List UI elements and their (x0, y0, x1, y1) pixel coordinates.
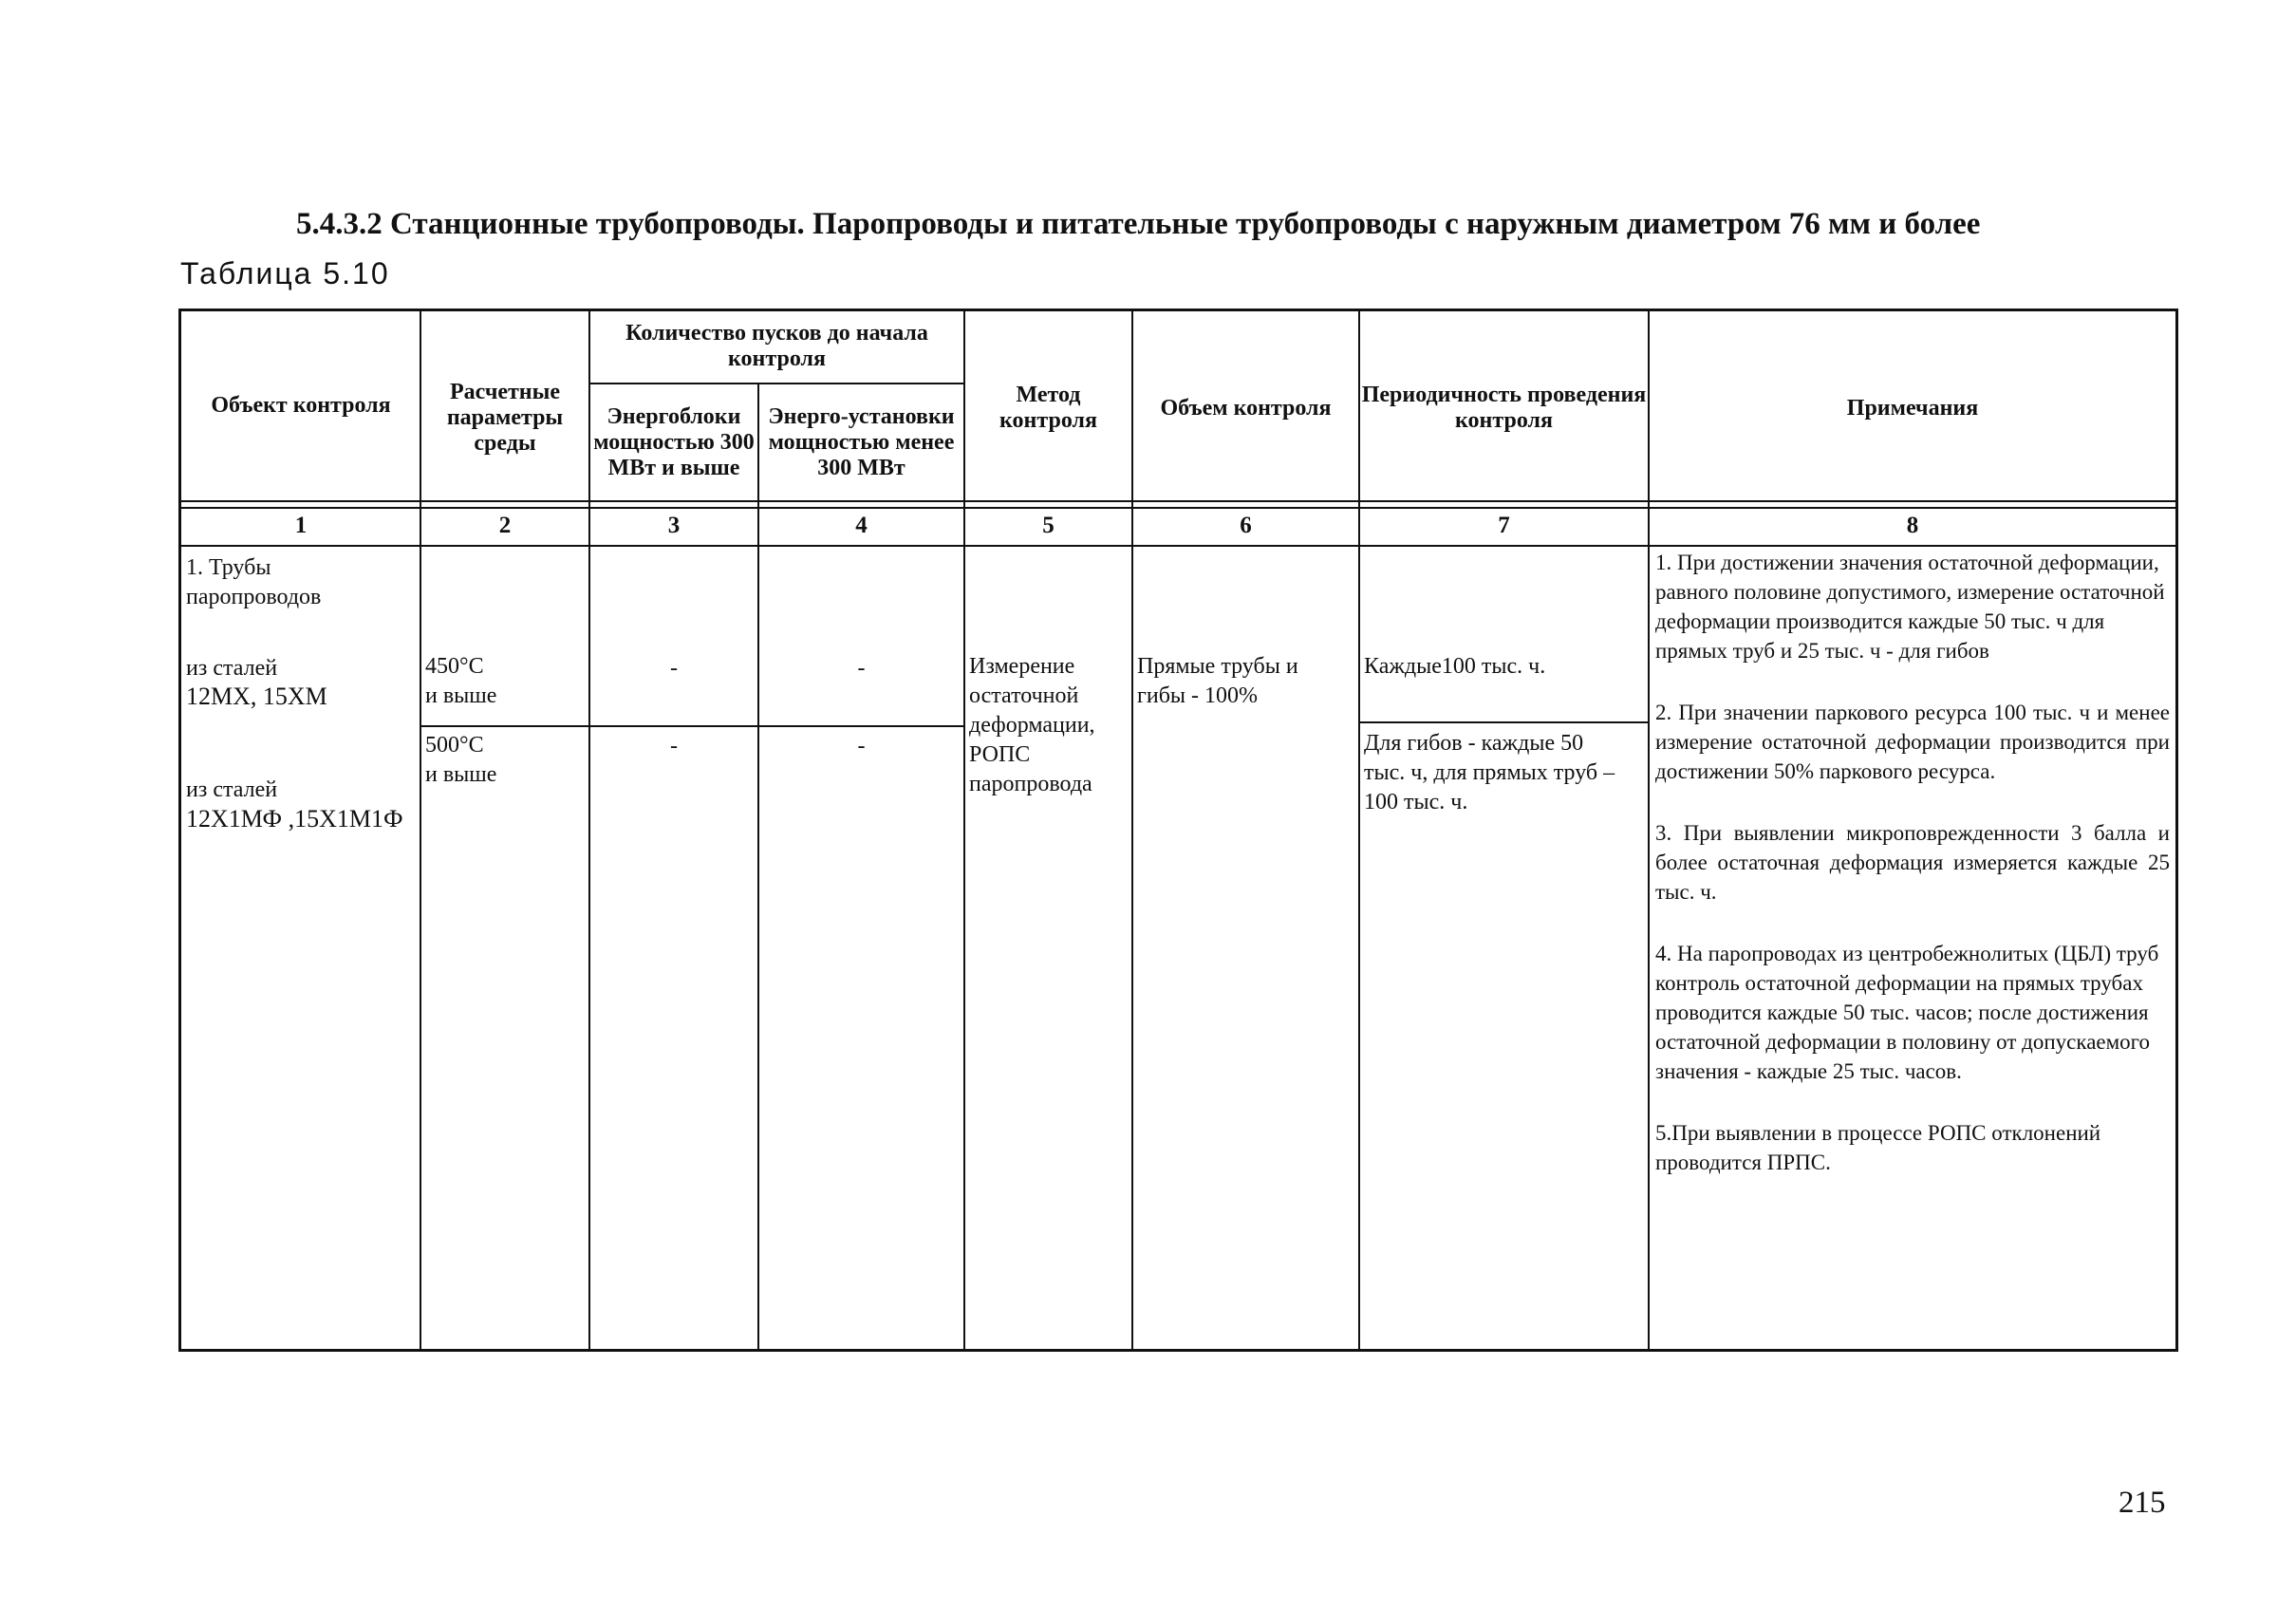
column-number-3: 3 (667, 513, 681, 538)
table-border-top (178, 309, 2178, 311)
row1-params-temp: 450°С (425, 654, 484, 679)
steel-a-label: из сталей (186, 656, 278, 681)
control-method: Измерение остаточной деформации, РОПС паропровода (969, 654, 1095, 796)
table-border-bottom (178, 1349, 2178, 1352)
note-1: 1. При достижении значения остаточной деформации, равного половине допустимого, измерение остаточной деформации производится каждые 50 тыс. ч для прямых труб и 25 тыс. ч - для гибов (1655, 551, 2165, 663)
row2-starts-below-300: - (857, 734, 866, 758)
header-notes: Примечания (1846, 395, 1979, 421)
column-number-7: 7 (1498, 513, 1510, 538)
note-2: 2. При значении паркового ресурса 100 тыс. ч и менее измерение остаточной деформации производится при достижении 50% паркового ресурса. (1655, 701, 2170, 783)
table-border-left (178, 309, 181, 1352)
notes-list (1652, 546, 2174, 1211)
column-number-4: 4 (855, 513, 868, 538)
note-4: 4. На паропроводах из центробежнолитых (ЦБЛ) труб контроль остаточной деформации на прямых трубах проводится каждые 50 тыс. часов; после достижения остаточной деформации в половину от допускаемого значения - каждые 25 тыс. часов. (1655, 942, 2159, 1083)
section-heading: 5.4.3.2 Станционные трубопроводы. Паропроводы и питательные трубопроводы с наружным диаметром 76 мм и более (296, 207, 1981, 241)
column-number-8: 8 (1906, 513, 1919, 538)
header-starts-300-plus: Энергоблоки мощностью 300 МВт и выше (593, 403, 755, 480)
header-bottom-line (178, 500, 2178, 502)
header-object: Объект контроля (211, 392, 391, 418)
header-periodicity: Периодичность проведения контроля (1361, 383, 1647, 433)
column-number-1: 1 (294, 513, 308, 538)
control-volume: Прямые трубы и гибы - 100% (1137, 654, 1298, 708)
header-starts-group: Количество пусков до начала контроля (625, 321, 928, 371)
number-row-top-line (178, 507, 2178, 509)
column-number-5: 5 (1042, 513, 1055, 538)
col-line-4 (963, 309, 965, 1352)
header-params: Расчетные параметры среды (446, 379, 564, 456)
row1-starts-below-300: - (857, 656, 866, 681)
note-5: 5.При выявлении в процессе РОПС отклонений проводится ПРПС. (1655, 1121, 2101, 1174)
row2-params-note: и выше (425, 762, 497, 787)
row2-periodicity: Для гибов - каждые 50 тыс. ч, для прямых труб – 100 тыс. ч. (1364, 731, 1615, 814)
column-number-2: 2 (498, 513, 512, 538)
col-line-6 (1358, 309, 1360, 1352)
control-table (178, 309, 2178, 1351)
table-label: Таблица 5.10 (180, 256, 390, 290)
steel-b-label: из сталей (186, 777, 278, 802)
header-volume: Объем контроля (1160, 395, 1332, 421)
header-method: Метод контроля (999, 383, 1097, 433)
row1-params-note: и выше (425, 683, 497, 708)
steel-b-grades: 12Х1МФ ,15Х1М1Ф (186, 805, 403, 833)
row1-starts-300-plus: - (670, 656, 678, 681)
page-number: 215 (2119, 1486, 2166, 1520)
row2-params-temp: 500°С (425, 733, 484, 758)
table-border-right (2175, 309, 2178, 1352)
col-line-5 (1131, 309, 1133, 1352)
steel-a-grades: 12МХ, 15ХМ (186, 683, 327, 710)
col-line-7 (1648, 309, 1650, 1352)
row-divider-params (420, 725, 965, 727)
row1-periodicity: Каждые100 тыс. ч. (1364, 654, 1546, 679)
object-title: 1. Трубы паропроводов (186, 555, 322, 609)
column-number-6: 6 (1240, 513, 1252, 538)
header-starts-below-300: Энерго-установки мощностью менее 300 МВт (768, 403, 955, 480)
row2-starts-300-plus: - (670, 734, 678, 758)
note-3: 3. При выявлении микроповрежденности 3 балла и более остаточная деформация измеряется каждые 25 тыс. ч. (1655, 821, 2170, 904)
row-divider-periodicity (1359, 721, 1648, 723)
